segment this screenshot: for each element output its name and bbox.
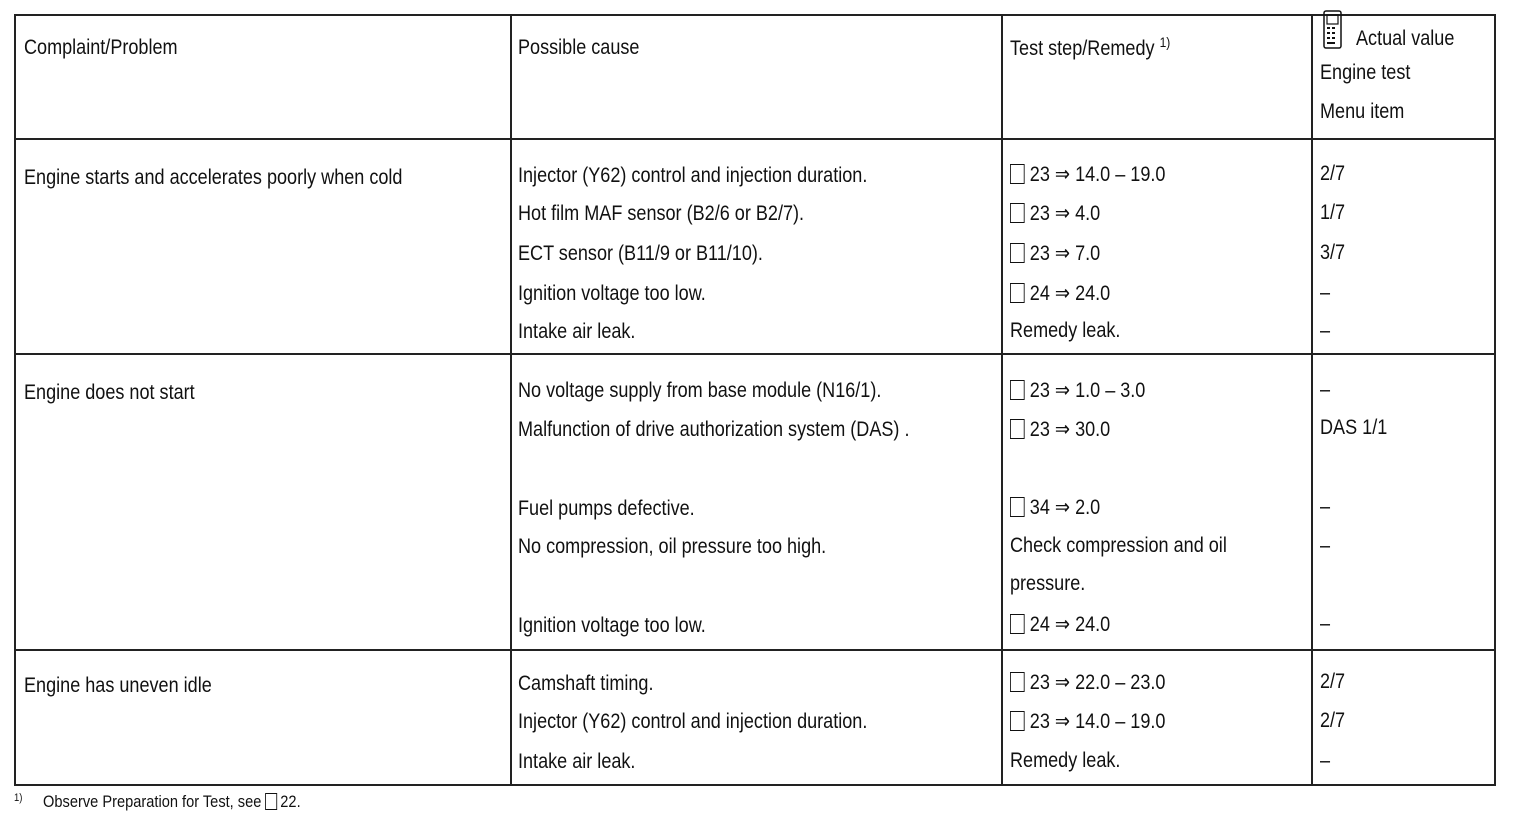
test-step-cell: 24 ⇒ 24.0 bbox=[1010, 281, 1110, 306]
page-ref-box-icon bbox=[1010, 497, 1025, 517]
header-engine-test: Engine test bbox=[1320, 61, 1411, 84]
menu-cell: – bbox=[1320, 612, 1331, 635]
remedy-cell: Check compression and oil bbox=[1010, 534, 1227, 557]
page-ref-box-icon bbox=[1010, 419, 1025, 439]
footnote-mark: 1) bbox=[14, 792, 23, 804]
footnote-ref-page: 22. bbox=[280, 792, 301, 811]
column-divider bbox=[1001, 16, 1003, 784]
page-ref-box-icon bbox=[1010, 283, 1025, 303]
test-step-cell: 23 ⇒ 4.0 bbox=[1010, 201, 1100, 226]
remedy-cell: Remedy leak. bbox=[1010, 749, 1121, 772]
menu-cell: – bbox=[1320, 378, 1331, 401]
test-step-cell: 24 ⇒ 24.0 bbox=[1010, 612, 1110, 637]
cause-cell: Injector (Y62) control and injection duration. bbox=[518, 710, 868, 733]
cause-cell: ECT sensor (B11/9 or B11/10). bbox=[518, 242, 763, 265]
cause-cell: Intake air leak. bbox=[518, 320, 636, 343]
test-step-cell: 23 ⇒ 7.0 bbox=[1010, 241, 1100, 266]
page-ref-box-icon bbox=[1010, 380, 1025, 400]
menu-cell: 2/7 bbox=[1320, 162, 1346, 185]
remedy-cell: Remedy leak. bbox=[1010, 319, 1121, 342]
cause-cell: Fuel pumps defective. bbox=[518, 497, 695, 520]
menu-cell: – bbox=[1320, 749, 1331, 772]
page-ref-box-icon bbox=[1010, 243, 1025, 263]
column-divider bbox=[510, 16, 512, 784]
page-ref-box-icon bbox=[1010, 672, 1025, 692]
page-ref-box-icon bbox=[1010, 164, 1025, 184]
complaint-cell: Engine does not start bbox=[24, 381, 195, 404]
header-test-step bbox=[1010, 34, 1170, 61]
cause-cell: Camshaft timing. bbox=[518, 672, 654, 695]
page-ref-box-icon bbox=[1010, 711, 1025, 731]
footnote-text: Observe Preparation for Test, see bbox=[43, 792, 262, 811]
test-step-cell: 23 ⇒ 14.0 – 19.0 bbox=[1010, 709, 1165, 734]
page-ref-box-icon bbox=[1010, 203, 1025, 223]
column-divider bbox=[1311, 16, 1313, 784]
page-ref-box-icon bbox=[265, 793, 277, 810]
cause-cell: No compression, oil pressure too high. bbox=[518, 535, 827, 558]
header-complaint: Complaint/Problem bbox=[24, 36, 178, 59]
diagnosis-table bbox=[14, 14, 1496, 786]
menu-cell: 2/7 bbox=[1320, 670, 1346, 693]
cause-cell: Ignition voltage too low. bbox=[518, 282, 706, 305]
row-divider bbox=[16, 649, 1494, 651]
header-cause: Possible cause bbox=[518, 36, 640, 59]
test-step-cell: 34 ⇒ 2.0 bbox=[1010, 495, 1100, 520]
test-step-cell: 23 ⇒ 14.0 – 19.0 bbox=[1010, 162, 1165, 187]
menu-cell: DAS 1/1 bbox=[1320, 416, 1388, 439]
menu-cell: 2/7 bbox=[1320, 709, 1346, 732]
test-step-cell: 23 ⇒ 30.0 bbox=[1010, 417, 1110, 442]
footnote bbox=[14, 792, 301, 812]
menu-cell: – bbox=[1320, 319, 1331, 342]
cause-cell: Ignition voltage too low. bbox=[518, 614, 706, 637]
footnote-ref: 1) bbox=[1159, 34, 1171, 50]
menu-cell: – bbox=[1320, 281, 1331, 304]
cause-cell: No voltage supply from base module (N16/1). bbox=[518, 379, 882, 402]
cause-cell: Hot film MAF sensor (B2/6 or B2/7). bbox=[518, 202, 805, 225]
menu-cell: 3/7 bbox=[1320, 241, 1346, 264]
menu-cell: – bbox=[1320, 495, 1331, 518]
cause-cell: Malfunction of drive authorization system (DAS) . bbox=[518, 418, 910, 441]
header-test-step-label: Test step/Remedy bbox=[1010, 37, 1155, 60]
remedy-cell-continued: pressure. bbox=[1010, 572, 1086, 595]
test-step-cell: 23 ⇒ 1.0 – 3.0 bbox=[1010, 378, 1145, 403]
header-menu-item: Menu item bbox=[1320, 100, 1405, 123]
menu-cell: – bbox=[1320, 534, 1331, 557]
complaint-cell: Engine has uneven idle bbox=[24, 674, 212, 697]
hand-held-tester-icon bbox=[1322, 10, 1344, 50]
row-divider bbox=[16, 353, 1494, 355]
cause-cell: Intake air leak. bbox=[518, 750, 636, 773]
complaint-cell: Engine starts and accelerates poorly when cold bbox=[24, 166, 403, 189]
cause-cell: Injector (Y62) control and injection duration. bbox=[518, 164, 868, 187]
page-ref-box-icon bbox=[1010, 614, 1025, 634]
header-actual-value: Actual value bbox=[1356, 27, 1455, 50]
test-step-cell: 23 ⇒ 22.0 – 23.0 bbox=[1010, 670, 1165, 695]
menu-cell: 1/7 bbox=[1320, 201, 1346, 224]
row-divider bbox=[16, 138, 1494, 140]
